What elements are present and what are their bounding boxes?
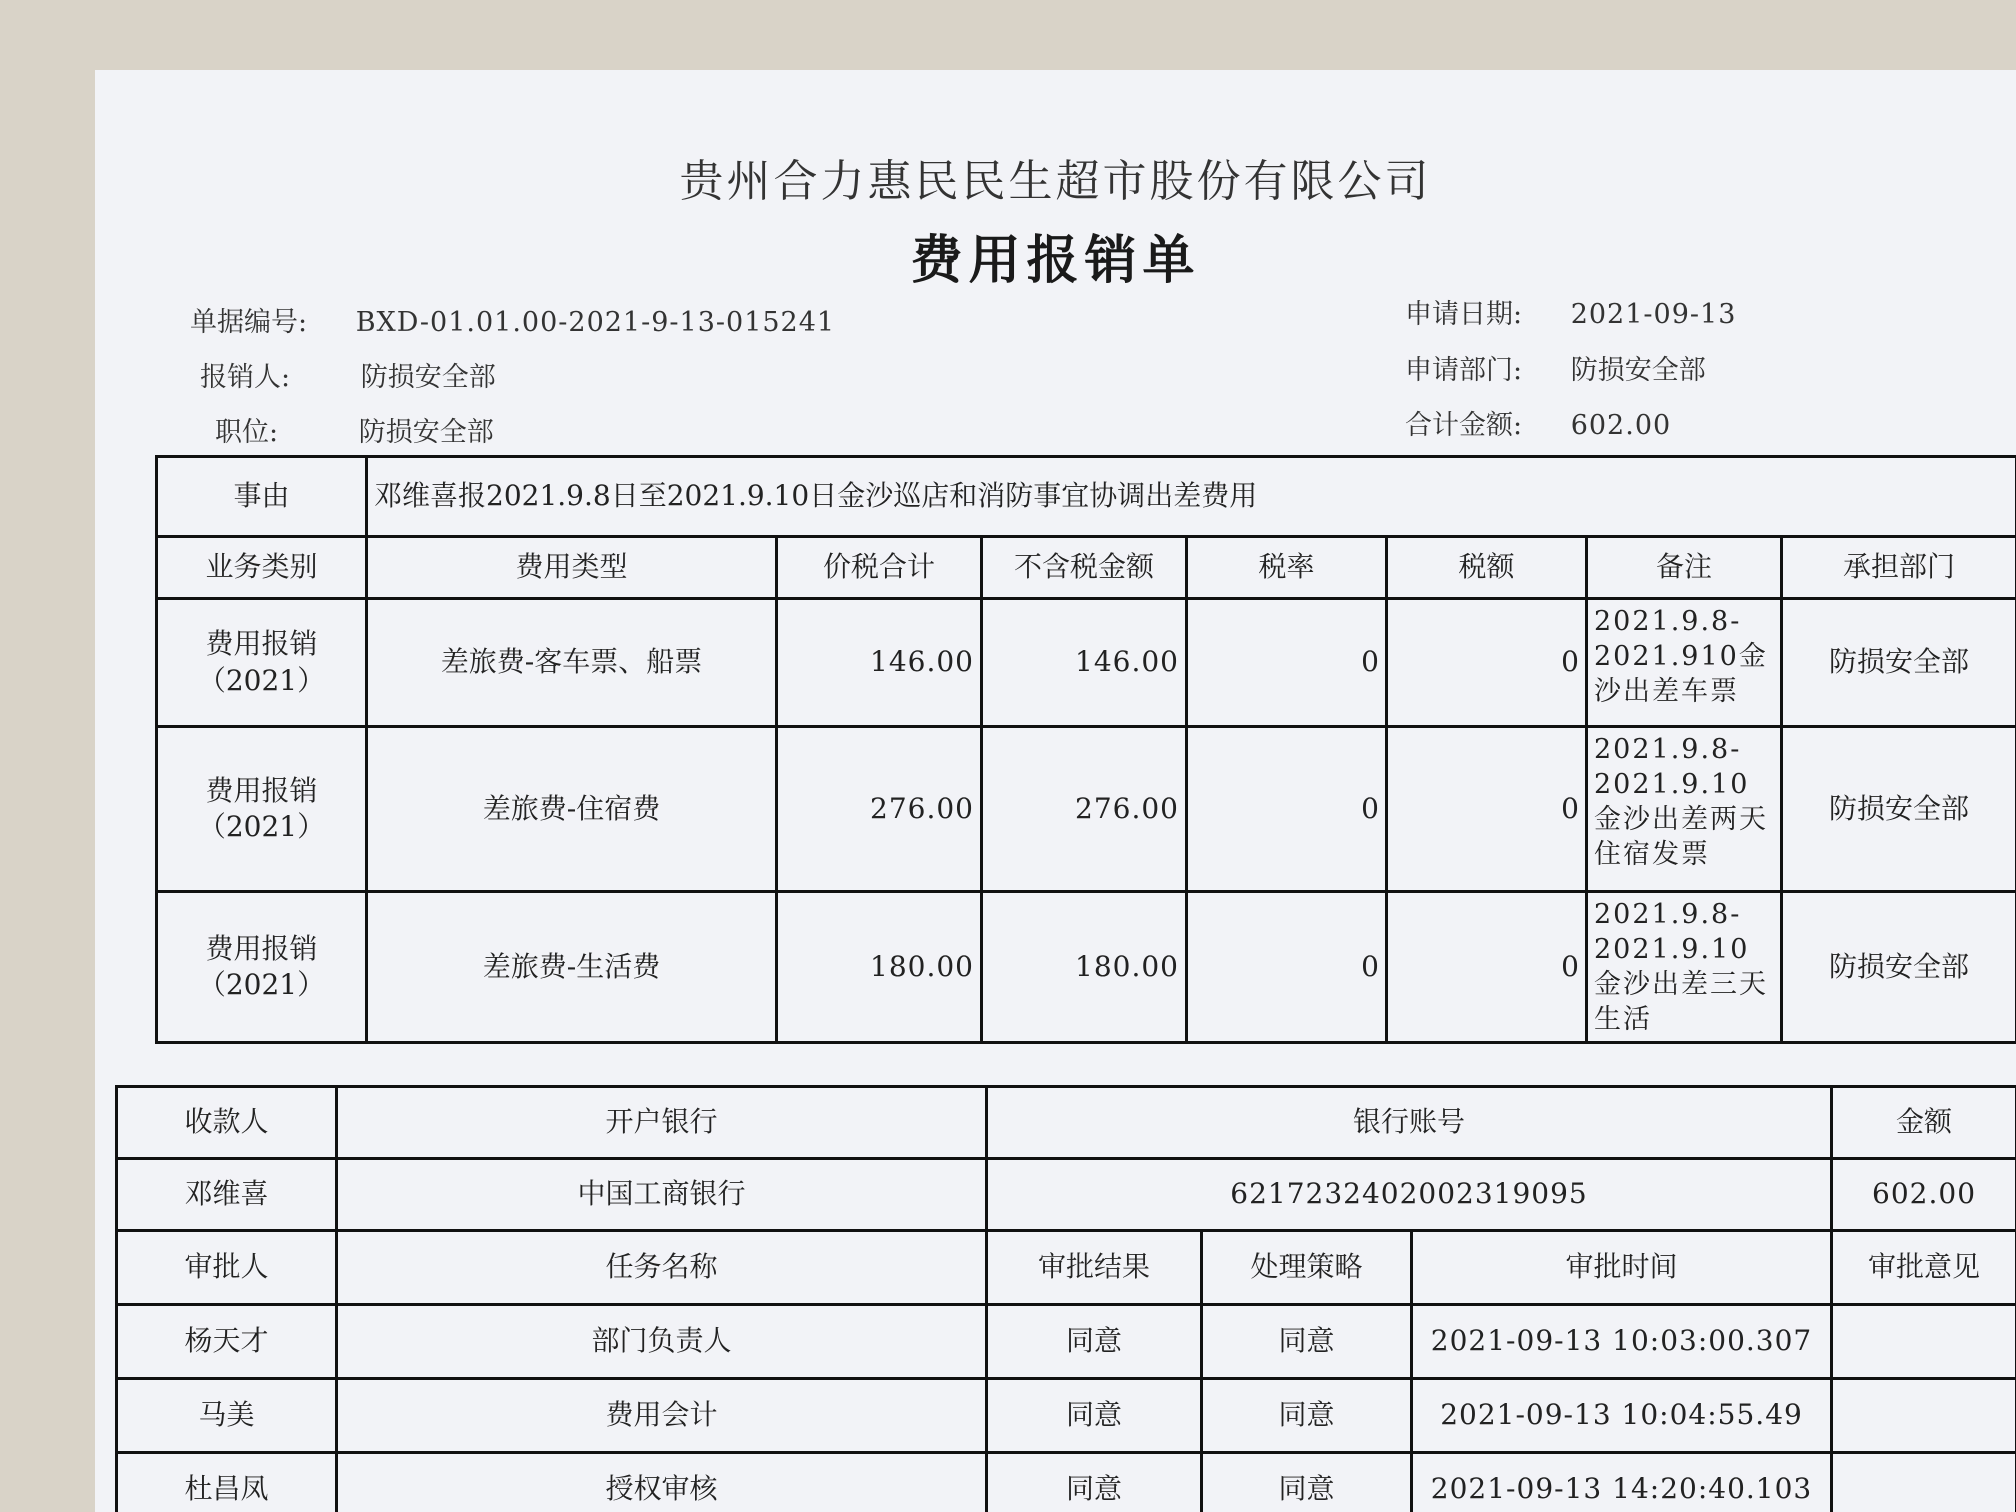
position-value: 防损安全部 xyxy=(358,417,494,448)
payment-approval-table xyxy=(115,1085,2016,1512)
apply-dept-label: 申请部门: xyxy=(1405,355,1523,386)
approval-result: 同意 xyxy=(987,1305,1202,1379)
approval-row xyxy=(117,1453,2016,1512)
row-net: 180.00 xyxy=(982,892,1187,1043)
apply-dept-row xyxy=(1405,348,1706,387)
payee-header: 收款人 xyxy=(117,1087,337,1159)
approver-header: 审批人 xyxy=(117,1231,337,1305)
reimbursement-form-paper xyxy=(95,70,2016,1512)
task-header: 任务名称 xyxy=(337,1231,987,1305)
approval-time: 2021-09-13 14:20:40.103 xyxy=(1412,1453,1832,1512)
row-category: 费用报销（2021） xyxy=(157,727,367,892)
total-row xyxy=(1405,403,1671,442)
row-type: 差旅费-生活费 xyxy=(367,892,777,1043)
claimant-value: 防损安全部 xyxy=(360,362,496,393)
header-type: 费用类型 xyxy=(367,537,777,599)
time-header: 审批时间 xyxy=(1412,1231,1832,1305)
approval-strategy: 同意 xyxy=(1202,1453,1412,1512)
claimant-row xyxy=(200,355,496,394)
row-dept: 防损安全部 xyxy=(1782,892,2016,1043)
bank-header: 开户银行 xyxy=(337,1087,987,1159)
strategy-header: 处理策略 xyxy=(1202,1231,1412,1305)
row-category: 费用报销（2021） xyxy=(157,892,367,1043)
header-net: 不含税金额 xyxy=(982,537,1187,599)
position-row xyxy=(215,410,494,449)
total-label: 合计金额: xyxy=(1405,410,1523,441)
amount-header: 金额 xyxy=(1832,1087,2016,1159)
opinion-header: 审批意见 xyxy=(1832,1231,2016,1305)
expense-row xyxy=(157,892,2016,1043)
doc-number-label: 单据编号: xyxy=(190,307,308,338)
payment-row xyxy=(117,1159,2016,1231)
company-name: 贵州合力惠民民生超市股份有限公司 xyxy=(679,156,1432,207)
expense-row xyxy=(157,727,2016,892)
expense-row xyxy=(157,599,2016,727)
claimant-label: 报销人: xyxy=(200,362,291,393)
header-memo: 备注 xyxy=(1587,537,1782,599)
row-memo: 2021.9.8-2021.910金沙出差车票 xyxy=(1587,599,1782,727)
apply-dept-value: 防损安全部 xyxy=(1570,355,1706,386)
row-dept: 防损安全部 xyxy=(1782,599,2016,727)
row-net: 146.00 xyxy=(982,599,1187,727)
row-total: 180.00 xyxy=(777,892,982,1043)
approval-result: 同意 xyxy=(987,1453,1202,1512)
apply-date-label: 申请日期: xyxy=(1405,299,1523,330)
approval-opinion xyxy=(1832,1379,2016,1453)
approval-time: 2021-09-13 10:04:55.49 xyxy=(1412,1379,1832,1453)
bank-value: 中国工商银行 xyxy=(337,1159,987,1231)
apply-date-row xyxy=(1405,292,1736,331)
row-net: 276.00 xyxy=(982,727,1187,892)
reason-text: 邓维喜报2021.9.8日至2021.9.10日金沙巡店和消防事宜协调出差费用 xyxy=(367,457,2016,537)
approval-header-row xyxy=(117,1231,2016,1305)
payee-value: 邓维喜 xyxy=(117,1159,337,1231)
row-tax: 0 xyxy=(1387,892,1587,1043)
row-dept: 防损安全部 xyxy=(1782,727,2016,892)
task-name: 费用会计 xyxy=(337,1379,987,1453)
approver-name: 马美 xyxy=(117,1379,337,1453)
form-title: 费用报销单 xyxy=(910,230,1201,291)
approval-time: 2021-09-13 10:03:00.307 xyxy=(1412,1305,1832,1379)
expense-table xyxy=(155,455,2016,1044)
header-rate: 税率 xyxy=(1187,537,1387,599)
doc-number-row xyxy=(190,300,835,339)
approval-opinion xyxy=(1832,1453,2016,1512)
row-category: 费用报销（2021） xyxy=(157,599,367,727)
amount-value: 602.00 xyxy=(1832,1159,2016,1231)
row-total: 276.00 xyxy=(777,727,982,892)
row-rate: 0 xyxy=(1187,727,1387,892)
reason-label: 事由 xyxy=(157,457,367,537)
header-total: 价税合计 xyxy=(777,537,982,599)
account-header: 银行账号 xyxy=(987,1087,1832,1159)
row-type: 差旅费-客车票、船票 xyxy=(367,599,777,727)
doc-number-value: BXD-01.01.00-2021-9-13-015241 xyxy=(355,307,836,338)
row-memo: 2021.9.8-2021.9.10金沙出差三天生活 xyxy=(1587,892,1782,1043)
header-dept: 承担部门 xyxy=(1782,537,2016,599)
task-name: 部门负责人 xyxy=(337,1305,987,1379)
task-name: 授权审核 xyxy=(337,1453,987,1512)
row-memo: 2021.9.8-2021.9.10金沙出差两天住宿发票 xyxy=(1587,727,1782,892)
approval-strategy: 同意 xyxy=(1202,1379,1412,1453)
reason-row xyxy=(157,457,2016,537)
row-type: 差旅费-住宿费 xyxy=(367,727,777,892)
payment-header-row xyxy=(117,1087,2016,1159)
expense-header-row xyxy=(157,537,2016,599)
header-category: 业务类别 xyxy=(157,537,367,599)
result-header: 审批结果 xyxy=(987,1231,1202,1305)
position-label: 职位: xyxy=(215,417,279,448)
approval-row xyxy=(117,1379,2016,1453)
total-value: 602.00 xyxy=(1570,410,1672,441)
header-tax: 税额 xyxy=(1387,537,1587,599)
account-value: 6217232402002319095 xyxy=(987,1159,1832,1231)
row-rate: 0 xyxy=(1187,892,1387,1043)
row-tax: 0 xyxy=(1387,727,1587,892)
approval-result: 同意 xyxy=(987,1379,1202,1453)
row-tax: 0 xyxy=(1387,599,1587,727)
row-rate: 0 xyxy=(1187,599,1387,727)
approval-opinion xyxy=(1832,1305,2016,1379)
row-total: 146.00 xyxy=(777,599,982,727)
approval-row xyxy=(117,1305,2016,1379)
apply-date-value: 2021-09-13 xyxy=(1570,299,1737,330)
approver-name: 杨天才 xyxy=(117,1305,337,1379)
approver-name: 杜昌凤 xyxy=(117,1453,337,1512)
approval-strategy: 同意 xyxy=(1202,1305,1412,1379)
